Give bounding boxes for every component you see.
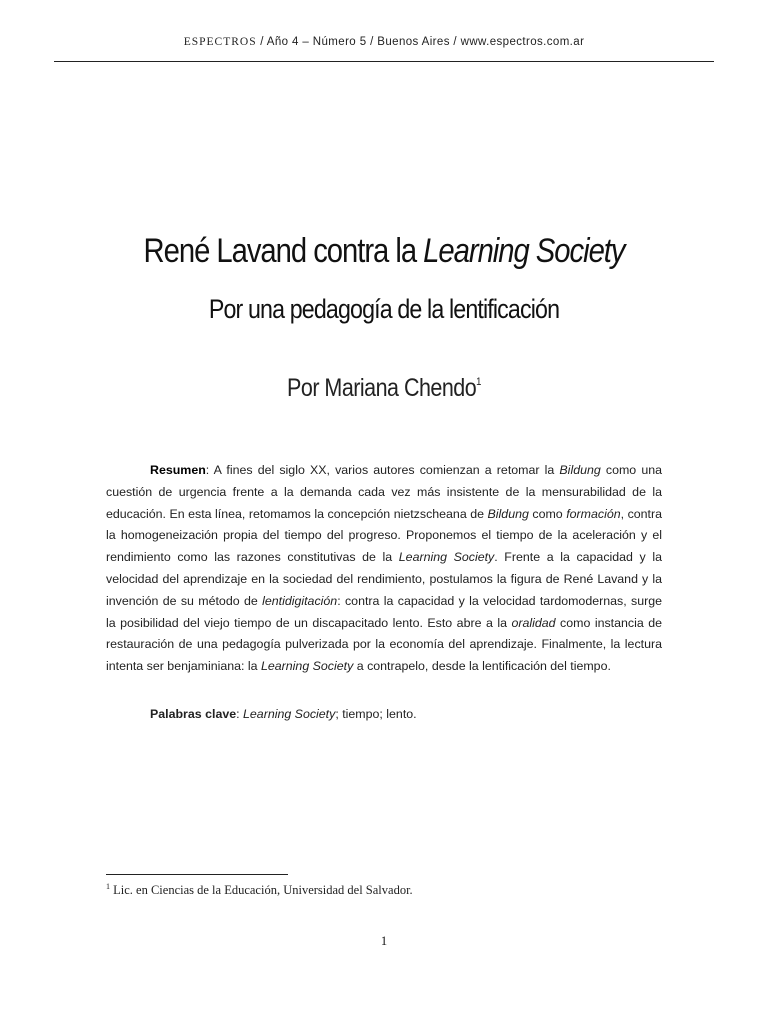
author-footnote-mark: 1 <box>476 376 481 388</box>
keywords <box>150 707 417 721</box>
running-header <box>0 36 768 48</box>
abstract-text: : contra la capacidad y la velocidad tardomodernas, surge la posibilidad del viejo tiempo de un discapacitado lento. Esto abre a la <box>106 593 662 630</box>
abstract-italic: Learning Society <box>260 659 354 674</box>
abstract-italic: oralidad <box>511 615 556 630</box>
journal-name: ESPECTROS <box>183 36 257 48</box>
abstract-label: Resumen <box>150 463 206 477</box>
abstract-text: como una cuestión de urgencia frente a la demanda cada vez más insistente de la mensurabilidad de la educación. En esta línea, retomamos la concepción nietzscheana de <box>106 463 663 521</box>
author-name: Por Mariana Chendo <box>287 374 477 402</box>
abstract-italic: Bildung <box>487 506 529 521</box>
author-line <box>54 374 714 403</box>
keywords-label: Palabras clave <box>150 707 237 721</box>
abstract-paragraph <box>106 460 662 678</box>
header-details: / Año 4 – Número 5 / Buenos Aires / www.espectros.com.ar <box>256 36 585 48</box>
abstract-italic: formación <box>566 506 621 521</box>
abstract-text: como <box>528 506 567 521</box>
abstract-italic: Bildung <box>559 463 601 477</box>
abstract-text: a contrapelo, desde la lentificación del tiempo. <box>353 659 611 674</box>
keywords-sep: : <box>236 707 244 721</box>
footnote <box>106 882 413 898</box>
article-title <box>54 232 714 271</box>
keywords-rest: ; tiempo; lento. <box>335 707 417 721</box>
footnote-mark: 1 <box>106 882 110 891</box>
abstract-text: , contra la homogeneización propia del tiempo del progreso. Proponemos el tiempo de la aceleración y el rendimiento como las razones constitutivas de la <box>106 506 663 565</box>
header-rule <box>54 61 714 62</box>
abstract-text: : A fines del siglo XX, varios autores comienzan a retomar la <box>205 463 560 477</box>
title-italic: Learning Society <box>423 232 625 270</box>
abstract-italic: Learning Society <box>398 550 495 565</box>
title-main: René Lavand contra la <box>143 232 424 270</box>
abstract-italic: lentidigitación <box>262 593 338 608</box>
footnote-rule <box>106 874 288 875</box>
footnote-text: Lic. en Ciencias de la Educación, Universidad del Salvador. <box>110 883 413 898</box>
page-number: 1 <box>380 934 388 948</box>
article-subtitle: Por una pedagogía de la lentificación <box>208 294 560 324</box>
abstract-text: como instancia de restauración de una pedagogía pulverizada por la economía del aprendizaje. Finalmente, la lectura intenta ser benjaminiana: la <box>106 615 662 674</box>
abstract-text: . Frente a la capacidad y la velocidad del aprendizaje en la sociedad del rendimiento, postulamos la figura de René Lavand y la invención de su método de <box>106 550 662 608</box>
abstract <box>106 460 662 678</box>
keywords-italic: Learning Society <box>243 707 336 721</box>
